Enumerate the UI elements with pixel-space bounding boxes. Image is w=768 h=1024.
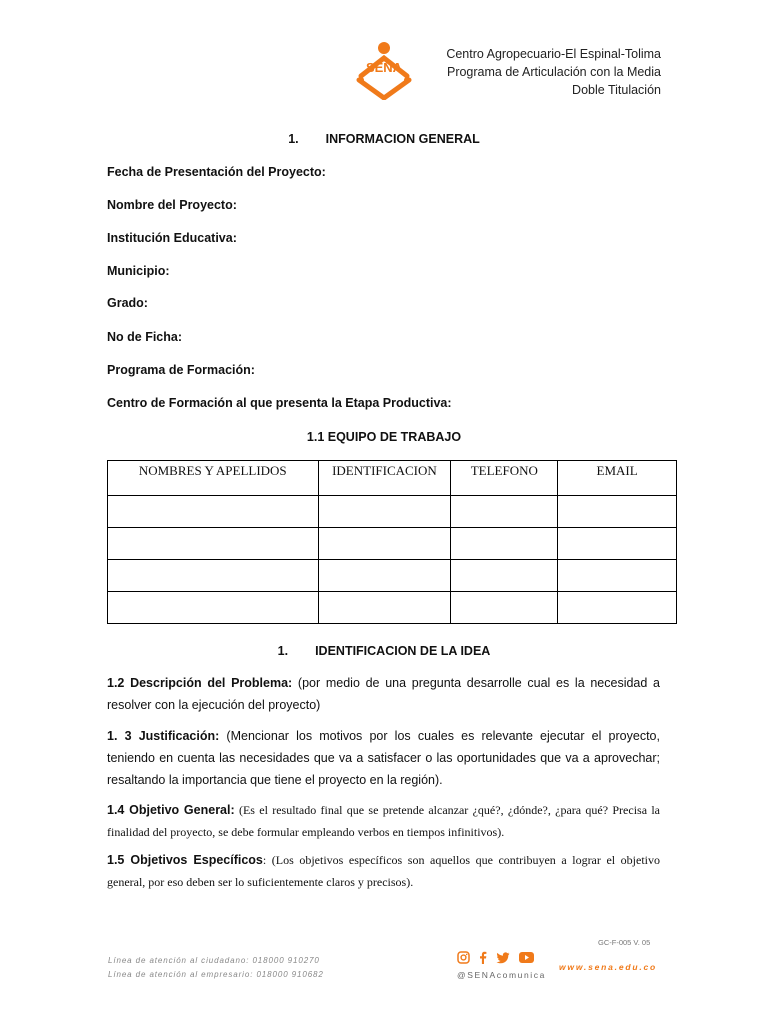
section-number: 1. [277,644,289,658]
field-fecha: Fecha de Presentación del Proyecto: [107,165,326,179]
table-cell[interactable] [451,592,558,624]
table-row [108,528,677,560]
table-cell[interactable] [558,560,677,592]
field-grado: Grado: [107,296,148,310]
table-row [108,496,677,528]
paragraph-text: : (Los objetivos específicos son aquellos que contribuyen a lograr el objetivo general, por eso deben ser lo suficientemente claros y precisos). [107,853,660,889]
paragraph-text: (por medio de una pregunta desarrolle cual es la necesidad a resolver con la ejecución del proyecto) [107,676,660,712]
footer-contact-lines [108,954,324,982]
table-cell[interactable] [108,496,319,528]
field-institucion: Institución Educativa: [107,231,237,245]
field-centro: Centro de Formación al que presenta la Etapa Productiva: [107,396,452,410]
paragraph-text: (Es el resultado final que se pretende alcanzar ¿qué?, ¿dónde?, ¿para qué? Precisa la finalidad del proyecto, se debe formular empleando verbos en tiempos infinitivos). [107,803,661,839]
table-cell[interactable] [451,560,558,592]
table-cell[interactable] [318,560,451,592]
paragraph-label: 1. 3 Justificación: [107,729,220,743]
footer-line-ciudadano: Línea de atención al ciudadano: 018000 910270 [108,956,320,965]
sena-logo [355,40,413,100]
social-handle: @SENAcomunica [457,970,546,980]
table-cell[interactable] [318,496,451,528]
table-row [108,560,677,592]
paragraph-objetivo-general [107,799,660,843]
paragraph-justificacion [107,725,660,791]
header-line: Doble Titulación [572,83,661,97]
field-municipio: Municipio: [107,264,170,278]
table-cell[interactable] [318,528,451,560]
document-code: GC-F-005 V. 05 [598,938,651,947]
section-title: IDENTIFICACION DE LA IDEA [315,644,491,658]
team-table [107,460,677,624]
facebook-icon[interactable] [479,951,487,967]
paragraph-label: 1.5 Objetivos Específicos [107,853,263,867]
paragraph-objetivos-especificos [107,849,660,893]
website-link[interactable]: www.sena.edu.co [559,962,658,972]
footer-line-empresario: Línea de atención al empresario: 018000 910682 [108,970,324,979]
youtube-icon[interactable] [519,952,534,966]
paragraph-text: (Mencionar los motivos por los cuales es relevante ejecutar el proyecto, teniendo en cuenta las necesidades que va a satisfacer o las oportunidades que va a aprovechar; resaltando la importancia que tiene el proyecto en la región). [107,729,660,787]
instagram-icon[interactable] [457,951,470,967]
team-title: 1.1 EQUIPO DE TRABAJO [306,430,462,444]
paragraph-label: 1.4 Objetivo General: [107,803,235,817]
table-cell[interactable] [318,592,451,624]
table-row [108,592,677,624]
col-header-telefono: TELEFONO [451,461,558,496]
section-title: INFORMACION GENERAL [325,132,480,146]
field-programa: Programa de Formación: [107,363,255,377]
field-ficha: No de Ficha: [107,330,183,344]
header-line: Programa de Articulación con la Media [446,65,661,79]
table-cell[interactable] [558,496,677,528]
col-header-identificacion: IDENTIFICACION [318,461,451,496]
table-cell[interactable] [108,592,319,624]
table-cell[interactable] [108,560,319,592]
table-header-row [108,461,677,496]
table-cell[interactable] [558,592,677,624]
twitter-icon[interactable] [496,952,510,967]
paragraph-descripcion-problema [107,672,660,716]
svg-text:SENA: SENA [365,60,403,75]
table-cell[interactable] [451,528,558,560]
section-title-informacion-general [0,132,768,146]
table-cell[interactable] [108,528,319,560]
header-line: Centro Agropecuario-El Espinal-Tolima [446,47,661,61]
section-number: 1. [288,132,299,146]
social-icons [457,951,546,967]
paragraph-label: 1.2 Descripción del Problema: [107,676,293,690]
table-cell[interactable] [451,496,558,528]
field-nombre: Nombre del Proyecto: [107,198,237,212]
header-text [446,45,661,99]
col-header-email: EMAIL [558,461,677,496]
col-header-nombres: NOMBRES Y APELLIDOS [108,461,319,496]
section-title-identificacion [0,644,768,658]
table-cell[interactable] [558,528,677,560]
social-block [457,951,546,980]
